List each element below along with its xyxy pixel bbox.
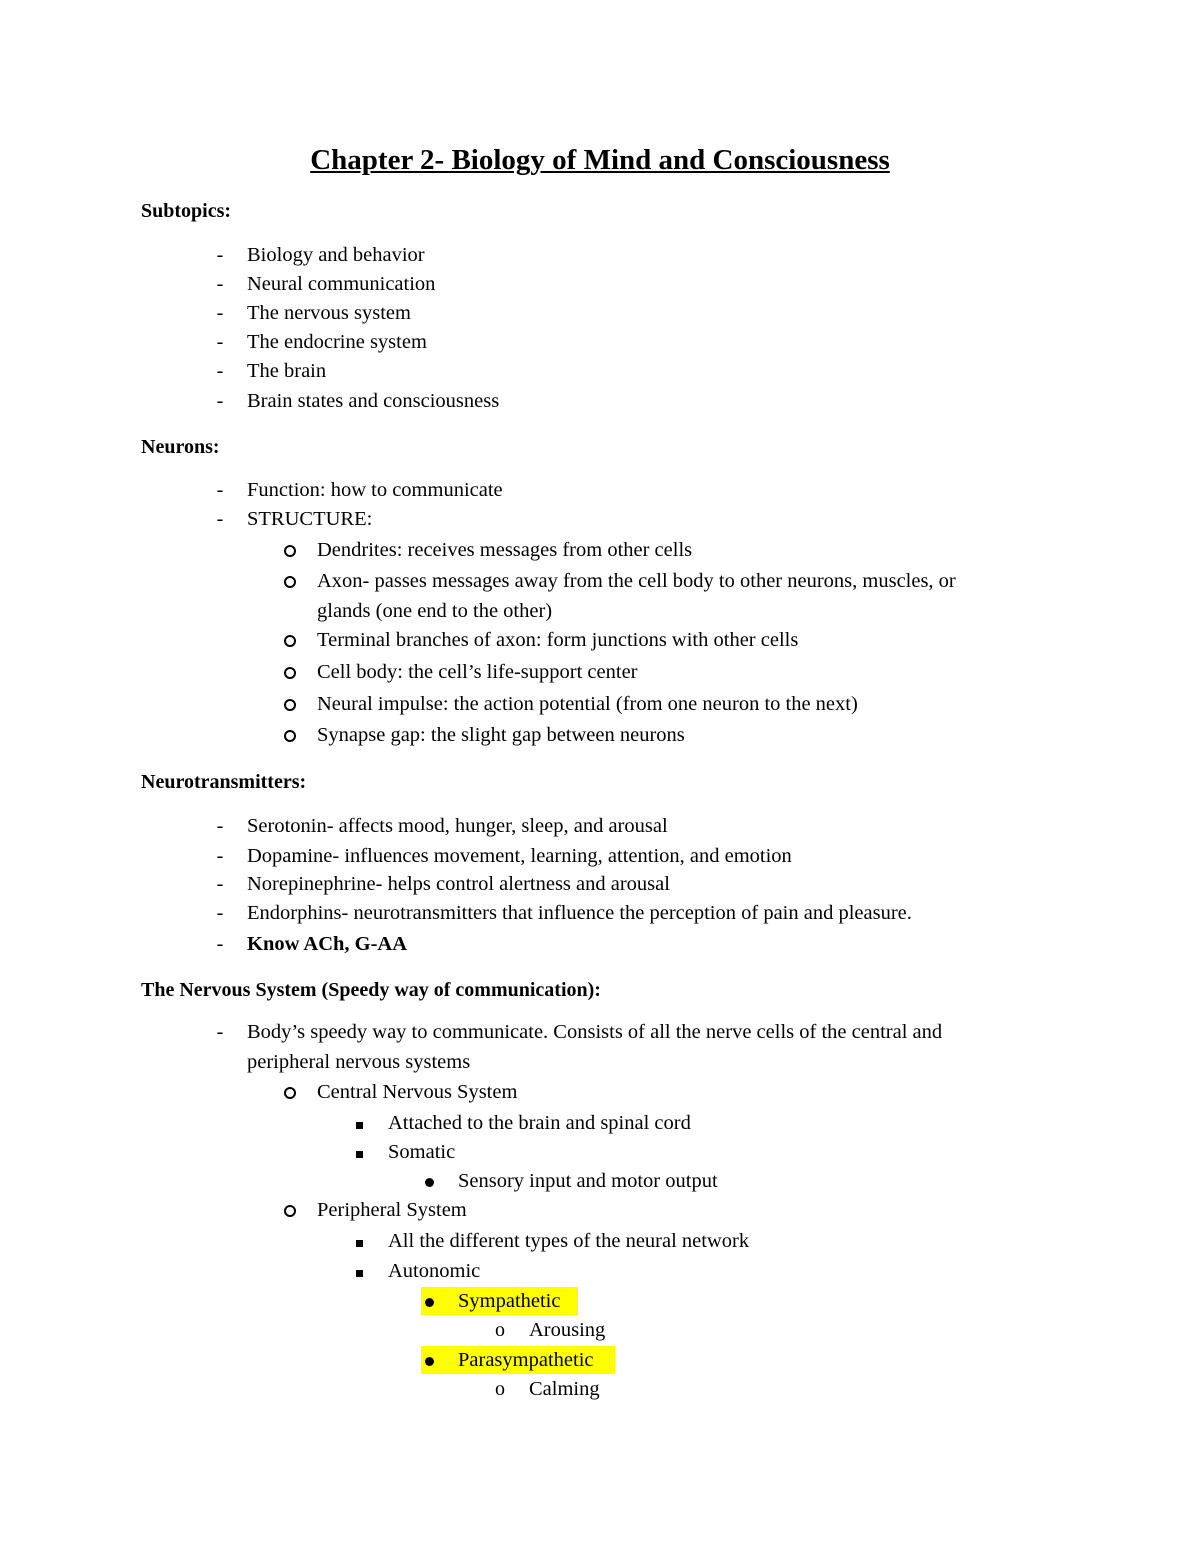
- circle-bullet: [280, 1195, 300, 1226]
- dash-bullet: -: [216, 331, 224, 353]
- dash-bullet: -: [216, 873, 224, 895]
- circle-bullet: [280, 720, 300, 751]
- list-item-text: Serotonin- affects mood, hunger, sleep, and arousal: [247, 815, 668, 837]
- list-item-text: Biology and behavior: [247, 244, 425, 266]
- list-item-text: All the different types of the neural network: [388, 1230, 750, 1252]
- letter-o-bullet: o: [495, 1319, 505, 1341]
- dash-bullet: -: [216, 845, 224, 867]
- list-item-text: Brain states and consciousness: [247, 390, 500, 412]
- list-item-text: Peripheral System: [317, 1199, 467, 1221]
- list-item-text: Norepinephrine- helps control alertness and arousal: [247, 873, 670, 895]
- nervous-system-heading: The Nervous System (Speedy way of communication):: [141, 979, 601, 1001]
- dash-bullet: -: [216, 360, 224, 382]
- neurotransmitters-heading: Neurotransmitters:: [141, 771, 307, 793]
- dot-bullet: [419, 1166, 439, 1196]
- circle-bullet: [280, 625, 300, 656]
- circle-bullet: [280, 566, 300, 597]
- list-item-text: Terminal branches of axon: form junctions with other cells: [317, 629, 799, 651]
- list-item-text: Dopamine- influences movement, learning, attention, and emotion: [247, 845, 792, 867]
- list-item-text: Autonomic: [388, 1260, 481, 1282]
- page-title: Chapter 2- Biology of Mind and Consciousness: [310, 144, 890, 176]
- list-item-text: Parasympathetic: [458, 1349, 594, 1371]
- list-item-text: Central Nervous System: [317, 1081, 518, 1103]
- list-item-text: The endocrine system: [247, 331, 427, 353]
- list-item-text: The nervous system: [247, 302, 411, 324]
- dash-bullet: -: [216, 390, 224, 412]
- circle-bullet: [280, 689, 300, 720]
- dash-bullet: -: [216, 508, 224, 530]
- dash-bullet: -: [216, 902, 224, 924]
- dash-bullet: -: [216, 302, 224, 324]
- list-item-text: Synapse gap: the slight gap between neurons: [317, 724, 685, 746]
- square-bullet: [349, 1108, 369, 1138]
- list-item-text: Dendrites: receives messages from other cells: [317, 539, 693, 561]
- dash-bullet: -: [216, 933, 224, 955]
- list-item-text: STRUCTURE:: [247, 508, 373, 530]
- list-item-text-bold: Know ACh, G-AA: [247, 933, 408, 955]
- list-item-text: Function: how to communicate: [247, 479, 503, 501]
- list-item-text: Axon- passes messages away from the cell body to other neurons, muscles, or: [317, 570, 956, 592]
- list-item-text: Calming: [529, 1378, 600, 1400]
- list-item-text: Attached to the brain and spinal cord: [388, 1112, 691, 1134]
- circle-bullet: [280, 535, 300, 566]
- circle-bullet: [280, 1077, 300, 1108]
- list-item-text: Somatic: [388, 1141, 456, 1163]
- neurons-heading: Neurons:: [141, 436, 220, 458]
- dash-bullet: -: [216, 244, 224, 266]
- square-bullet: [349, 1256, 369, 1286]
- square-bullet: [349, 1226, 369, 1256]
- dash-bullet: -: [216, 815, 224, 837]
- list-item-text: Neural impulse: the action potential (from one neuron to the next): [317, 693, 858, 715]
- list-item-text: Neural communication: [247, 273, 436, 295]
- dot-bullet: [419, 1286, 439, 1316]
- dash-bullet: -: [216, 273, 224, 295]
- square-bullet: [349, 1137, 369, 1167]
- dash-bullet: -: [216, 479, 224, 501]
- subtopics-heading: Subtopics:: [141, 200, 232, 222]
- list-item-text: Sensory input and motor output: [458, 1170, 718, 1192]
- circle-bullet: [280, 657, 300, 688]
- letter-o-bullet: o: [495, 1378, 505, 1400]
- list-item-text: Body’s speedy way to communicate. Consists of all the nerve cells of the central and: [247, 1021, 943, 1043]
- list-item-text: glands (one end to the other): [317, 600, 553, 622]
- list-item-text: peripheral nervous systems: [247, 1051, 471, 1073]
- dash-bullet: -: [216, 1021, 224, 1043]
- list-item-text: Endorphins- neurotransmitters that influence the perception of pain and pleasure.: [247, 902, 912, 924]
- list-item-text: Sympathetic: [458, 1290, 561, 1312]
- dot-bullet: [419, 1345, 439, 1375]
- list-item-text: Cell body: the cell’s life-support center: [317, 661, 638, 683]
- list-item-text: Arousing: [529, 1319, 606, 1341]
- list-item-text: The brain: [247, 360, 327, 382]
